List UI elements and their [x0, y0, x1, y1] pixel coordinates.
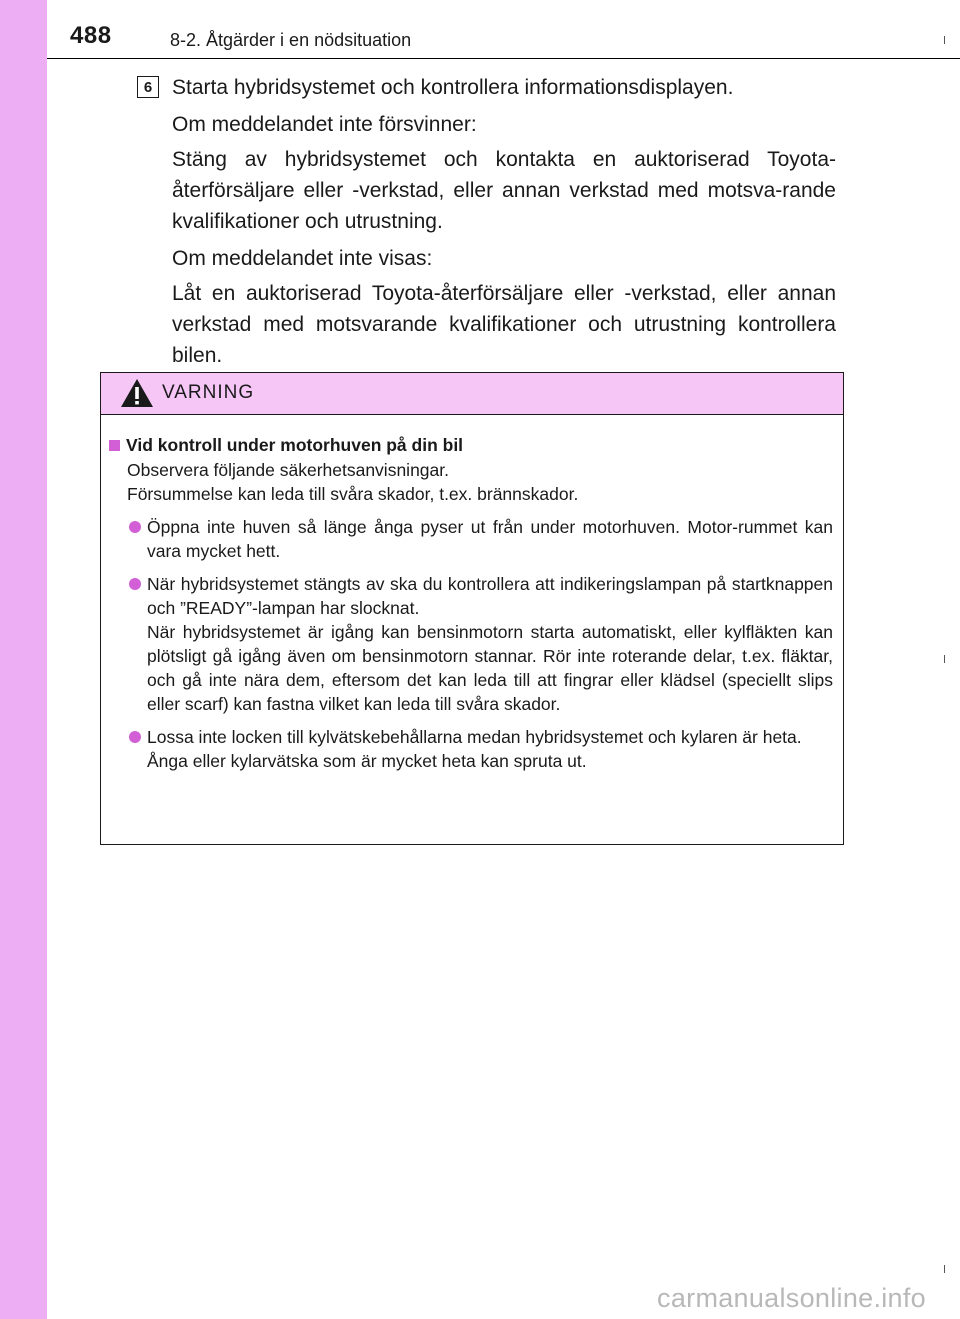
step-text: Starta hybridsystemet och kontrollera informationsdisplayen. — [172, 76, 734, 99]
warning-intro — [109, 458, 833, 506]
warning-heading — [109, 433, 833, 457]
crop-mark — [944, 1265, 945, 1273]
section-title: 8-2. Åtgärder i en nödsituation — [170, 30, 412, 50]
step-text: Stäng av hybridsystemet och kontakta en auktoriserad Toyota-återförsäljare eller -verkstad, eller annan verkstad med motsva-rande kvalifikationer och utrustning. — [172, 148, 836, 233]
warning-box — [100, 372, 844, 845]
bullet-paragraph: Ånga eller kylarvätska som är mycket heta kan spruta ut. — [147, 751, 587, 771]
warning-bullet — [109, 515, 833, 563]
warning-content — [101, 415, 843, 773]
bullet-text — [147, 725, 833, 773]
side-strip — [0, 0, 47, 1319]
step-text: Om meddelandet inte försvinner: — [172, 113, 477, 136]
warning-bullet — [109, 572, 833, 716]
warning-triangle-icon — [120, 378, 154, 408]
dot-icon — [129, 578, 141, 590]
dot-icon — [129, 521, 141, 533]
step-body — [172, 72, 836, 375]
dot-icon — [129, 731, 141, 743]
warning-title: VARNING — [162, 382, 255, 403]
warning-heading-text: Vid kontroll under motorhuven på din bil — [126, 435, 464, 455]
warning-bullet — [109, 725, 833, 773]
bullet-text — [147, 515, 833, 563]
header-rule — [47, 58, 960, 59]
crop-mark — [944, 36, 945, 44]
square-icon — [109, 440, 120, 451]
step-text: Låt en auktoriserad Toyota-återförsäljare eller -verkstad, eller annan verkstad med motsvarande kvalifikationer och utrustning kontrollera bilen. — [172, 282, 836, 367]
intro-line: Observera följande säkerhetsanvisningar. — [127, 460, 449, 480]
bullet-paragraph: Öppna inte huven så länge ånga pyser ut från under motorhuven. Motor-rummet kan vara mycket hett. — [147, 517, 833, 561]
bullet-paragraph: Lossa inte locken till kylvätskebehållarna medan hybridsystemet och kylaren är heta. — [147, 727, 802, 747]
step-text: Om meddelandet inte visas: — [172, 247, 433, 270]
step-number-badge: 6 — [137, 76, 159, 98]
bullet-text — [147, 572, 833, 716]
page-number: 488 — [70, 22, 112, 49]
intro-line: Försummelse kan leda till svåra skador, t.ex. brännskador. — [127, 484, 579, 504]
watermark: carmanualsonline.info — [657, 1283, 926, 1313]
bullet-paragraph: När hybridsystemet stängts av ska du kontrollera att indikeringslampan på startknappen och ”READY”-lampan har slocknat. — [147, 574, 833, 618]
warning-header — [101, 373, 843, 415]
bullet-paragraph: När hybridsystemet är igång kan bensinmotorn starta automatiskt, eller kylfläkten kan plötsligt gå igång även om bensinmotorn stannar. Rör inte roterande delar, t.ex. fläktar, och gå inte nära dem, eftersom det kan leda till att fingrar eller klädsel (speciellt slips eller scarf) kan fastna vilket kan leda till svåra skador. — [147, 622, 833, 714]
crop-mark — [944, 655, 945, 663]
